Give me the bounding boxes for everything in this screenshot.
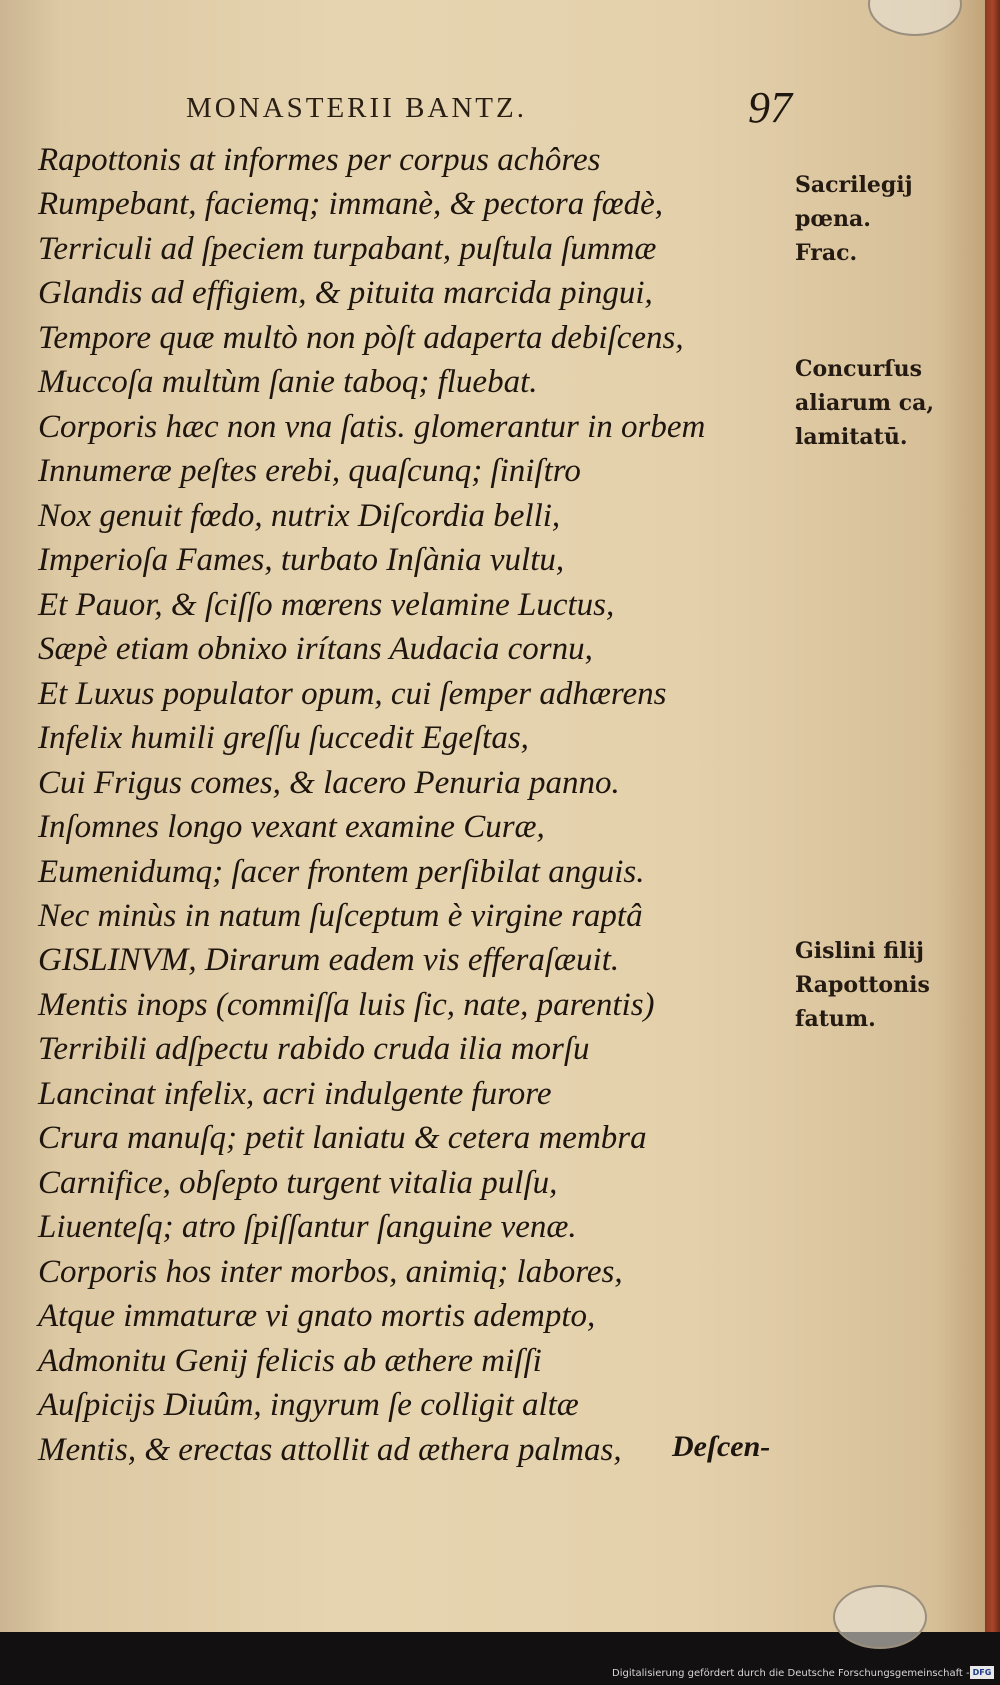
verse-line: Et Pauor, & ſciſſo mœrens velamine Luctus, bbox=[38, 586, 615, 623]
verse-line: Liuenteſq; atro ſpiſſantur ſanguine venæ. bbox=[38, 1209, 577, 1246]
verse-line: Cui Frigus comes, & lacero Penuria panno. bbox=[38, 764, 620, 801]
verse-line: Infelix humili greſſu ſuccedit Egeſtas, bbox=[38, 720, 529, 757]
verse-line: Auſpicijs Diuûm, ingyrum ſe colligit altæ bbox=[38, 1387, 579, 1424]
book-edge bbox=[985, 0, 1000, 1632]
verse-line: Innumeræ peſtes erebi, quaſcunq; ſiniſtro bbox=[38, 453, 581, 490]
verse-line: Et Luxus populator opum, cui ſemper adhærens bbox=[38, 675, 667, 712]
marginal-note-sacrilege bbox=[795, 168, 913, 270]
verse-line: Carnifice, obſepto turgent vitalia pulſu, bbox=[38, 1164, 558, 1201]
verse-line: Rumpebant, faciemq; immanè, & pectora fœdè, bbox=[38, 186, 664, 223]
marginal-note-line: Concurſus bbox=[795, 356, 923, 382]
running-title: MONASTERII BANTZ. bbox=[186, 92, 527, 124]
marginal-note-line: fatum. bbox=[795, 1006, 876, 1032]
verse-line: Imperioſa Fames, turbato Inſània vultu, bbox=[38, 542, 565, 579]
verse-line: Admonitu Genij felicis ab æthere miſſi bbox=[38, 1342, 542, 1379]
marginal-note-line: Frac. bbox=[795, 240, 858, 266]
marginal-note-calamities bbox=[795, 352, 934, 454]
marginal-note-line: aliarum ca, bbox=[795, 390, 935, 416]
verse-line: Glandis ad effigiem, & pituita marcida pingui, bbox=[38, 275, 653, 312]
verse-line: Corporis hos inter morbos, animiq; labores, bbox=[38, 1253, 623, 1290]
verse-line: Rapottonis at informes per corpus achôres bbox=[38, 142, 601, 178]
verse-line: Corporis hæc non vna ſatis. glomerantur in orbem bbox=[38, 408, 706, 445]
marginal-note-gislinus bbox=[795, 934, 930, 1036]
marginal-note-line: lamitatū. bbox=[795, 424, 908, 450]
digitization-credit: Digitalisierung gefördert durch die Deutsche Forschungsgemeinschaft - bbox=[612, 1668, 970, 1679]
verse-line: Mentis inops (commiſſa luis ſic, nate, parentis) bbox=[38, 986, 655, 1023]
verse-line: Sæpè etiam obnixo irítans Audacia cornu, bbox=[38, 631, 593, 668]
verse-line: GISLINVM, Dirarum eadem vis efferaſæuit. bbox=[38, 942, 620, 979]
verse-line: Lancinat infelix, acri indulgente furore bbox=[38, 1075, 552, 1112]
marginal-note-line: Gislini filij bbox=[795, 938, 924, 964]
verse-line: Terriculi ad ſpeciem turpabant, puſtula ſummæ bbox=[38, 230, 657, 267]
verse-line: Inſomnes longo vexant examine Curæ, bbox=[38, 809, 545, 846]
marginal-note-line: pœna. bbox=[795, 206, 871, 232]
verse-line: Terribili adſpectu rabido cruda ilia morſu bbox=[38, 1031, 590, 1068]
verse-line: Eumenidumq; ſacer frontem perſibilat anguis. bbox=[38, 853, 645, 890]
verse-block bbox=[38, 140, 738, 1470]
page-clip-bottom bbox=[833, 1585, 927, 1649]
verse-line: Nox genuit fœdo, nutrix Diſcordia belli, bbox=[38, 497, 561, 534]
marginal-note-line: Rapottonis bbox=[795, 972, 930, 998]
verse-line: Atque immaturæ vi gnato mortis adempto, bbox=[38, 1298, 596, 1335]
verse-line: Tempore quæ multò non pòſt adaperta debiſcens, bbox=[38, 319, 684, 356]
page-number: 97 bbox=[748, 83, 792, 132]
marginal-note-line: Sacrilegij bbox=[795, 172, 913, 198]
verse-line: Mentis, & erectas attollit ad æthera palmas, bbox=[38, 1431, 622, 1468]
verse-line: Crura manuſq; petit laniatu & cetera membra bbox=[38, 1120, 647, 1157]
dfg-logo: DFG bbox=[970, 1666, 994, 1679]
catchword: Deſcen- bbox=[672, 1430, 771, 1463]
verse-line: Muccoſa multùm ſanie taboq; fluebat. bbox=[38, 364, 538, 401]
verse-line: Nec minùs in natum ſuſceptum è virgine raptâ bbox=[38, 897, 643, 934]
